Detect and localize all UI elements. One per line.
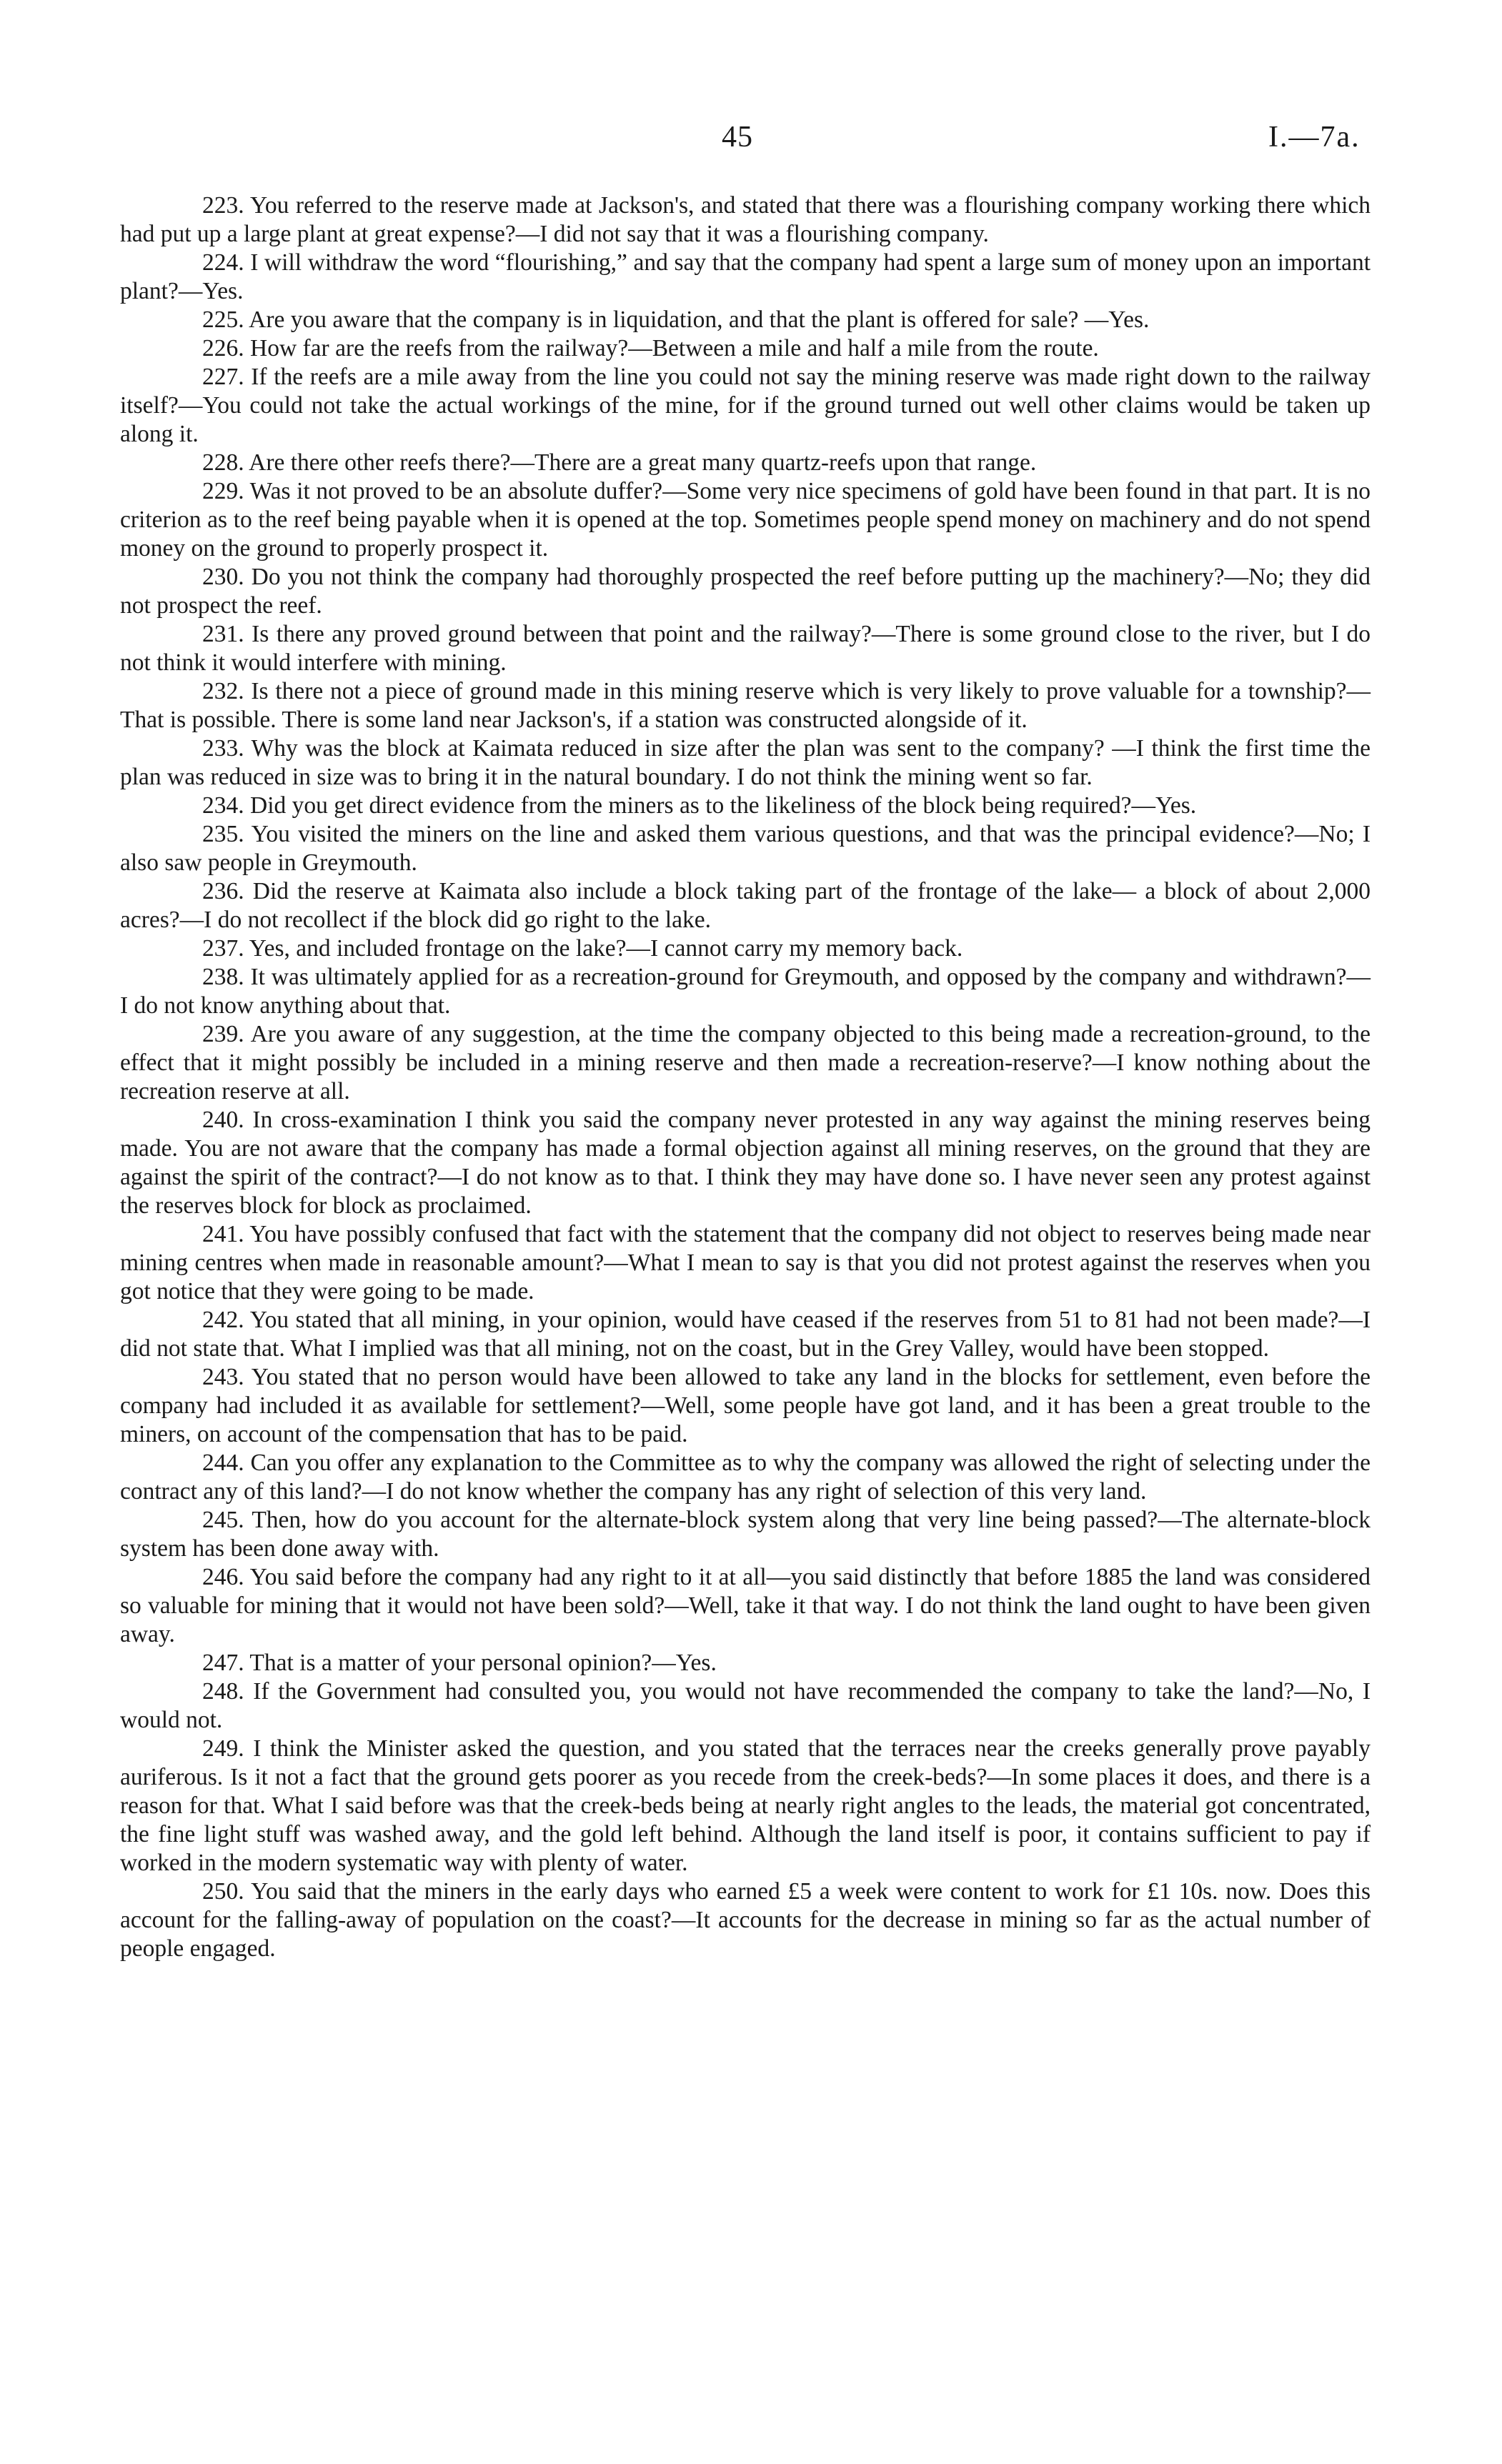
qa-paragraph: 243. You stated that no person would have been allowed to take any land in the blocks for settlement, even before the company had included it as available for settlement?—Well, some people have got land, and it has been a great trouble to the miners, on account of the compensation that has to be paid. — [120, 1364, 1371, 1447]
qa-paragraph: 224. I will withdraw the word “flourishing,” and say that the company had spent a large sum of money upon an important plant?—Yes. — [120, 249, 1371, 304]
qa-paragraph: 241. You have possibly confused that fact with the statement that the company did not object to reserves being made near mining centres when made in reasonable amount?—What I mean to say is that you did not protest against the reserves when you got notice that they were going to be made. — [120, 1221, 1371, 1305]
qa-paragraph: 223. You referred to the reserve made at Jackson's, and stated that there was a flourishing company working there which had put up a large plant at great expense?—I did not say that it was a flourishing company. — [120, 192, 1371, 247]
qa-paragraph: 245. Then, how do you account for the alternate-block system along that very line being passed?—The alternate-block system has been done away with. — [120, 1507, 1371, 1562]
qa-paragraph: 228. Are there other reefs there?—There are a great many quartz-reefs upon that range. — [202, 449, 1037, 476]
qa-paragraph: 227. If the reefs are a mile away from the line you could not say the mining reserve was made right down to the railway itself?—You could not take the actual workings of the mine, for if the ground turned out well other claims would be taken up along it. — [120, 364, 1371, 447]
qa-paragraph: 246. You said before the company had any right to it at all—you said distinctly that before 1885 the land was considered so valuable for mining that it would not have been sold?—Well, take it that way. I do not think the land ought to have been given away. — [120, 1564, 1371, 1647]
qa-paragraph: 235. You visited the miners on the line and asked them various questions, and that was the principal evidence?—No; I also saw people in Greymouth. — [120, 821, 1371, 876]
page-number: 45 — [722, 121, 753, 154]
qa-paragraph: 238. It was ultimately applied for as a recreation-ground for Greymouth, and opposed by the company and withdrawn?—I do not know anything about that. — [120, 964, 1371, 1019]
qa-paragraph: 242. You stated that all mining, in your opinion, would have ceased if the reserves from 51 to 81 had not been made?—I did not state that. What I implied was that all mining, not on the coast, but in the Grey Valley, would have been stopped. — [120, 1307, 1371, 1362]
qa-paragraph: 240. In cross-examination I think you said the company never protested in any way against the mining reserves being made. You are not aware that the company has made a formal objection against all mining reserves, on the ground that they are against the spirit of the contract?—I do not know as to that. I think they may have done so. I have never seen any protest against the reserves block for block as proclaimed. — [120, 1107, 1371, 1219]
document-reference: I.—7a. — [1268, 121, 1361, 154]
qa-paragraph: 231. Is there any proved ground between that point and the railway?—There is some ground close to the river, but I do not think it would interfere with mining. — [120, 621, 1371, 676]
qa-paragraph: 230. Do you not think the company had thoroughly prospected the reef before putting up the machinery?—No; they did not prospect the reef. — [120, 564, 1371, 619]
qa-paragraph: 233. Why was the block at Kaimata reduced in size after the plan was sent to the company? —I think the first time the plan was reduced in size was to bring it in the natural boundary. I do not think the mining went so far. — [120, 735, 1371, 790]
qa-paragraph: 236. Did the reserve at Kaimata also include a block taking part of the frontage of the lake— a block of about 2,000 acres?—I do not recollect if the block did go right to the lake. — [120, 878, 1371, 933]
qa-paragraph: 247. That is a matter of your personal opinion?—Yes. — [202, 1650, 717, 1676]
qa-paragraph: 248. If the Government had consulted you, you would not have recommended the company to take the land?—No, I would not. — [120, 1678, 1371, 1733]
qa-paragraph: 249. I think the Minister asked the question, and you stated that the terraces near the creeks generally prove payably auriferous. Is it not a fact that the ground gets poorer as you recede from the creek-beds?—In some places it does, and there is a reason for that. What I said before was that the creek-beds being at nearly right angles to the leads, the material got concentrated, the fine light stuff was washed away, and the gold left behind. Although the land itself is poor, it contains sufficient to pay if worked in the modern systematic way with plenty of water. — [120, 1735, 1371, 1876]
qa-paragraph: 250. You said that the miners in the early days who earned £5 a week were content to work for £1 10s. now. Does this account for the falling-away of population on the coast?—It accounts for the decrease in mining so far as the actual number of people engaged. — [120, 1878, 1371, 1962]
qa-paragraph: 226. How far are the reefs from the railway?—Between a mile and half a mile from the route. — [202, 335, 1099, 361]
qa-paragraph: 234. Did you get direct evidence from the miners as to the likeliness of the block being required?—Yes. — [202, 792, 1197, 819]
qa-paragraph: 237. Yes, and included frontage on the lake?—I cannot carry my memory back. — [202, 935, 963, 962]
qa-paragraph: 244. Can you offer any explanation to the Committee as to why the company was allowed the right of selecting under the contract any of this land?—I do not know whether the company has any right of selection of this very land. — [120, 1450, 1371, 1505]
qa-paragraph: 232. Is there not a piece of ground made in this mining reserve which is very likely to prove valuable for a township?—That is possible. There is some land near Jackson's, if a station was constructed alongside of it. — [120, 678, 1371, 733]
qa-paragraph: 225. Are you aware that the company is in liquidation, and that the plant is offered for sale? —Yes. — [202, 306, 1150, 333]
evidence-body — [120, 191, 1371, 1963]
qa-paragraph: 239. Are you aware of any suggestion, at the time the company objected to this being made a recreation-ground, to the effect that it might possibly be included in a mining reserve and then made a recreation-reserve?—I know nothing about the recreation reserve at all. — [120, 1021, 1371, 1104]
qa-paragraph: 229. Was it not proved to be an absolute duffer?—Some very nice specimens of gold have been found in that part. It is no criterion as to the reef being payable when it is opened at the top. Sometimes people spend money on machinery and do not spend money on the ground to properly prospect it. — [120, 478, 1371, 562]
